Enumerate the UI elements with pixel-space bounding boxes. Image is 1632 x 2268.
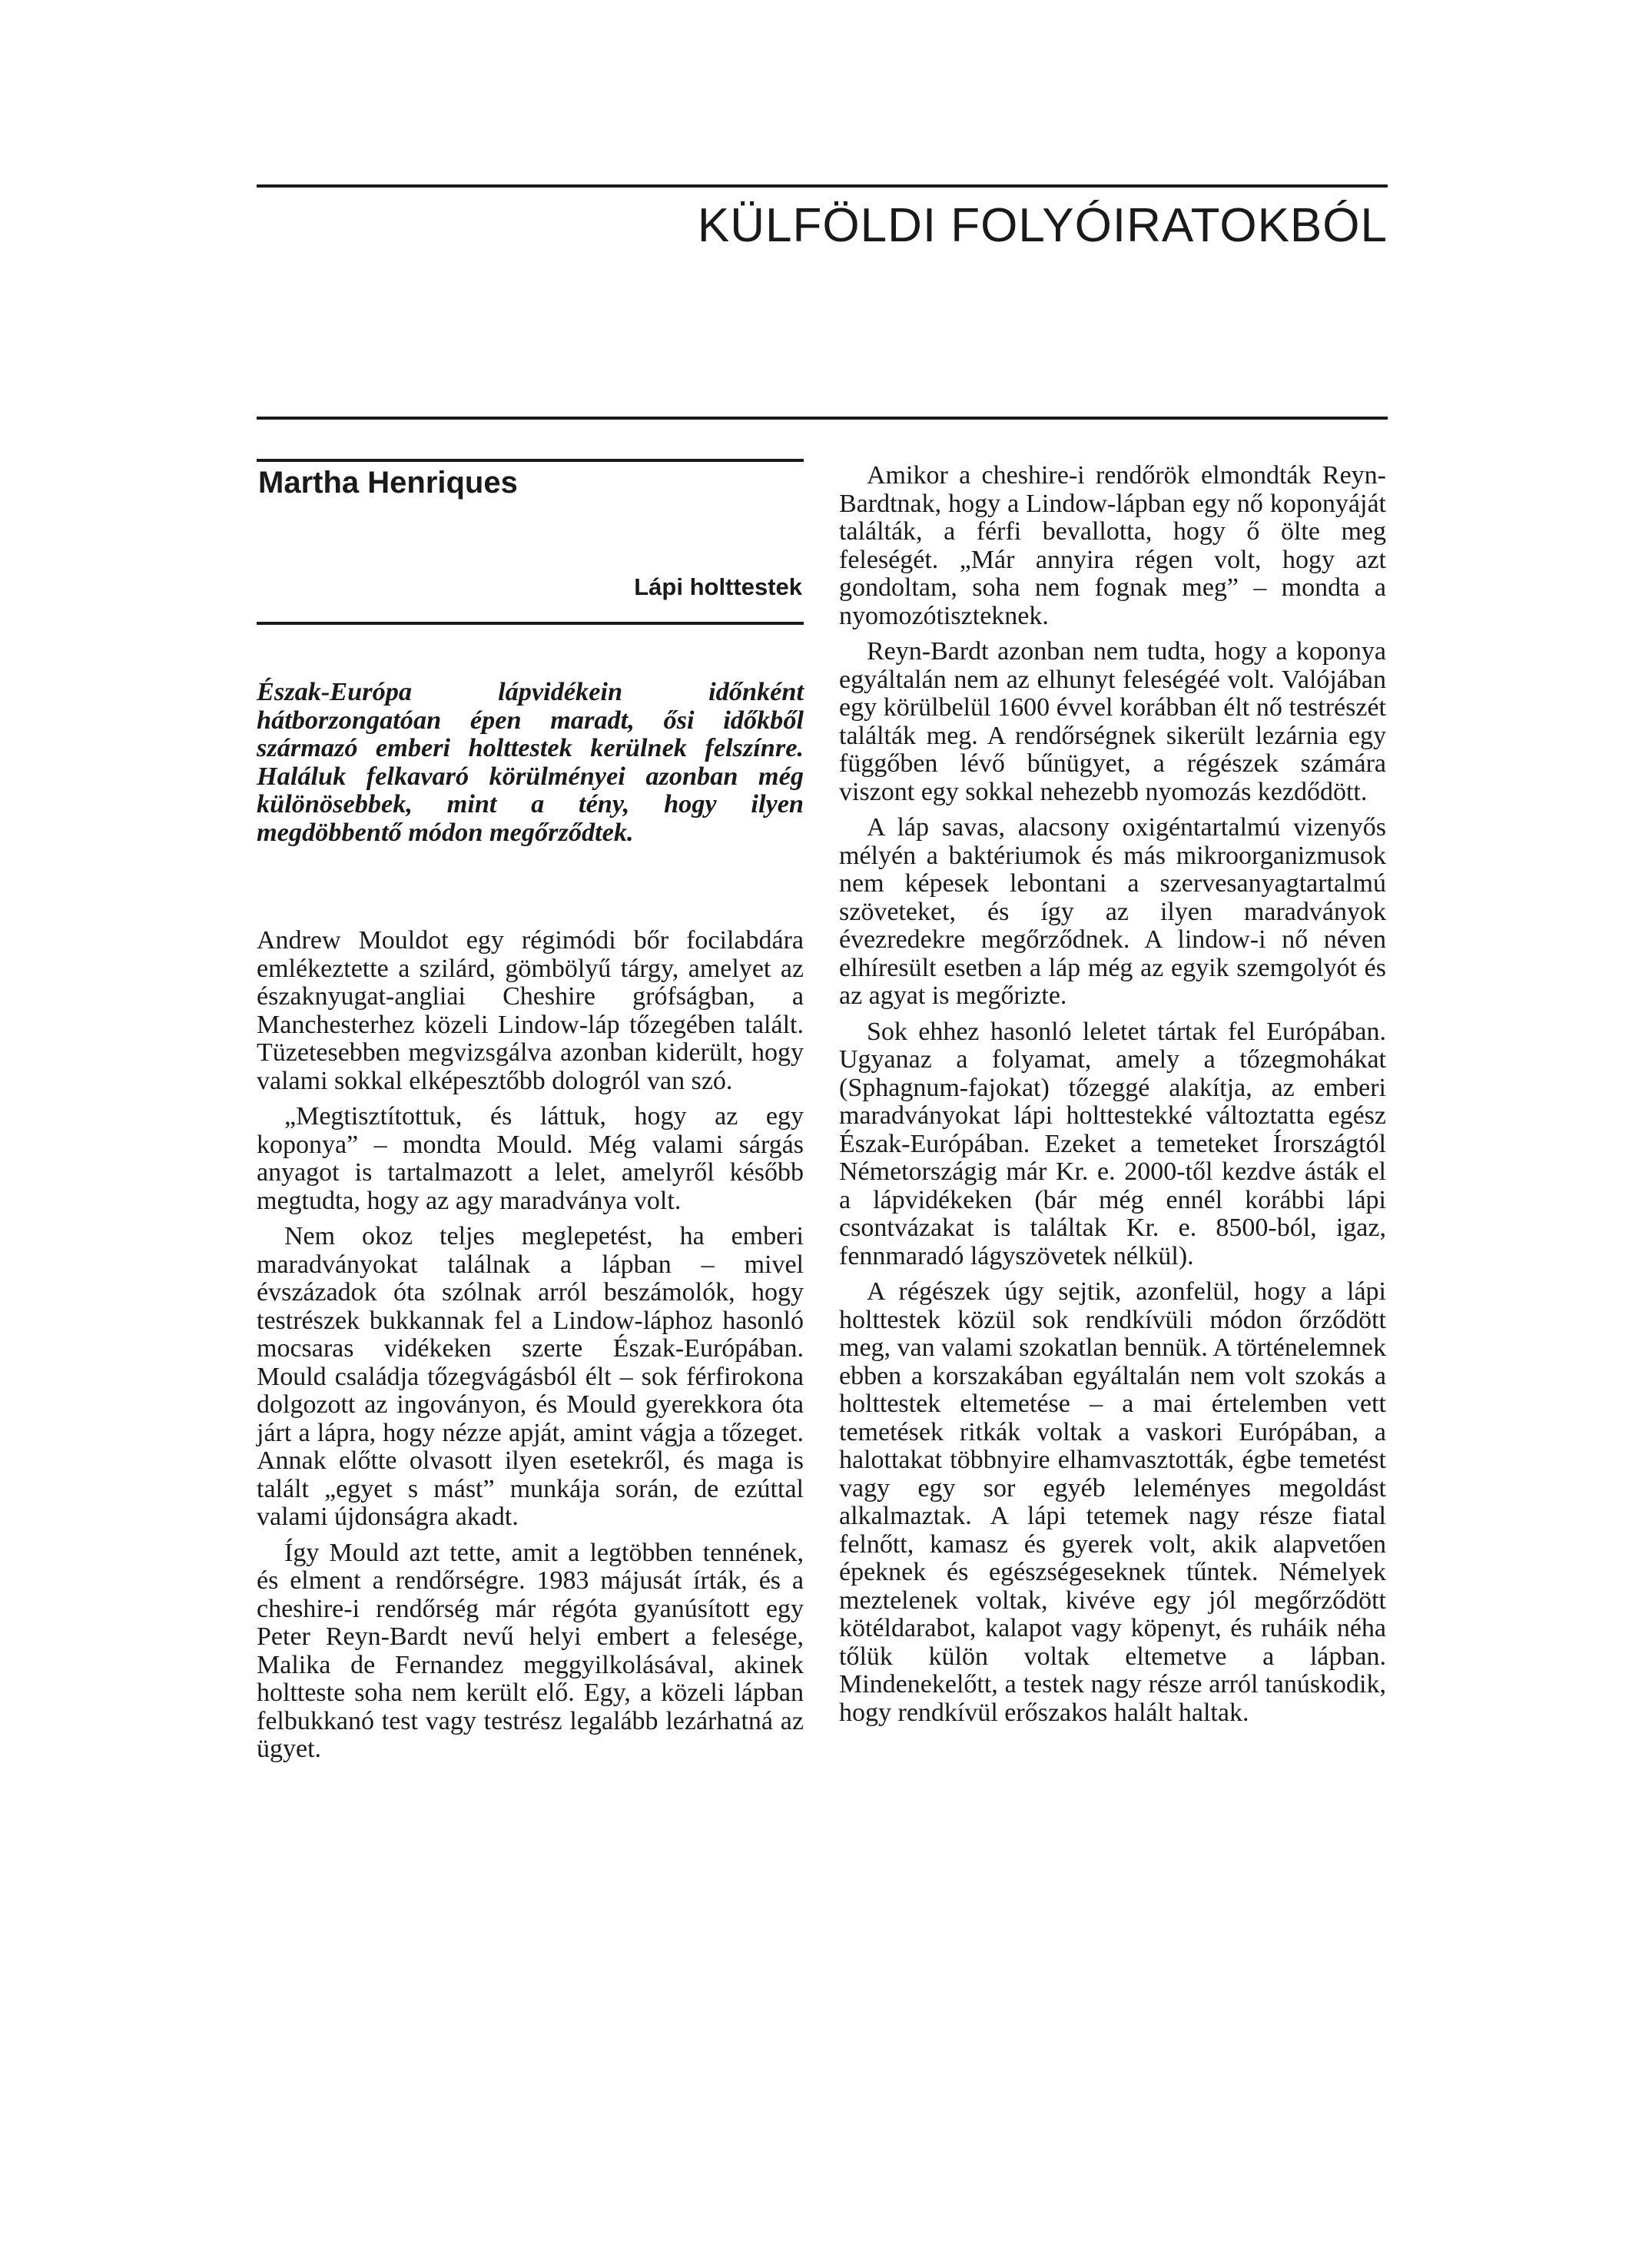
header-top-rule	[257, 184, 1388, 188]
article-title: Lápi holttestek	[634, 573, 802, 600]
article-author: Martha Henriques	[258, 466, 518, 500]
paragraph: A régészek úgy sejtik, azonfelül, hogy a lápi holttestek közül sok rendkívüli módon őrződött meg, van valami szokatlan bennük. A történelemnek ebben a korszakában egyáltalán nem volt szokás a holttestek eltemetése – a mai értelemben vett temetések ritkák voltak a vaskori Európában, a halottakat többnyire elhamvasztották, égbe temetést vagy egy sor egyéb leleményes megoldást alkalmaztak. A lápi tetemek nagy része fiatal felnőtt, kamasz és gyerek volt, akik alapvetően épeknek és egészségeseknek tűntek. Némelyek meztelenek voltak, kivéve egy jól megőrződött kötéldarabot, kalapot vagy köpenyt, és ruháik néha tőlük külön voltak eltemetve a lápban. Mindenekelőtt, a testek nagy része arról tanúskodik, hogy rendkívül erőszakos halált haltak.	[839, 1277, 1386, 1727]
paragraph: Nem okoz teljes meglepetést, ha emberi maradványokat találnak a lápban – mivel évszázadok óta szólnak arról beszámolók, hogy testrészek bukkannak fel a Lindow-láphoz hasonló mocsaras vidékeken szerte Észak-Európában. Mould családja tőzegvágásból élt – sok férfirokona dolgozott az ingoványon, és Mould gyerekkora óta járt a lápra, hogy nézze apját, amint vágja a tőzeget. Annak előtte olvasott ilyen esetekről, és maga is talált „egyet s mást” munkája során, de ezúttal valami újdonságra akadt.	[257, 1222, 804, 1531]
author-rule	[257, 459, 804, 462]
right-column	[839, 462, 1386, 1735]
article-lead: Észak-Európa lápvidékein időnként hátborzongatóan épen maradt, ősi időkből származó emberi holttestek kerülnek felszínre. Haláluk felkavaró körülményei azonban még különösebbek, mint a tény, hogy ilyen megdöbbentő módon megőrződtek.	[257, 677, 804, 847]
paragraph: Andrew Mouldot egy régimódi bőr focilabdára emlékeztette a szilárd, gömbölyű tárgy, amelyet az északnyugat-angliai Cheshire grófságban, a Manchesterhez közeli Lindow-láp tőzegében talált. Tüzetesebben megvizsgálva azonban kiderült, hogy valami sokkal elképesztőbb dologról van szó.	[257, 926, 804, 1095]
paragraph: Sok ehhez hasonló leletet tártak fel Európában. Ugyanaz a folyamat, amely a tőzegmohákat (Sphagnum-fajokat) tőzeggé alakítja, az emberi maradványokat lápi holttestekké változtatta egész Észak-Európában. Ezeket a temeteket Írországtól Németországig már Kr. e. 2000-től kezdve ásták el a lápvidékeken (bár még ennél korábbi lápi csontvázakat is találtak Kr. e. 8500-ból, igaz, fennmaradó lágyszövetek nélkül).	[839, 1017, 1386, 1270]
title-rule	[257, 622, 804, 625]
paragraph: Amikor a cheshire-i rendőrök elmondták Reyn-Bardtnak, hogy a Lindow-lápban egy nő koponyáját találták, a férfi bevallotta, hogy ő ölte meg feleségét. „Már annyira régen volt, hogy azt gondoltam, soha nem fognak meg” – mondta a nyomozótiszteknek.	[839, 461, 1386, 630]
left-column	[257, 927, 804, 1772]
paragraph: Így Mould azt tette, amit a legtöbben tennének, és elment a rendőrségre. 1983 májusát írták, és a cheshire-i rendőrség már régóta gyanúsított egy Peter Reyn-Bardt nevű helyi embert a felesége, Malika de Fernandez meggyilkolásával, akinek holtteste soha nem került elő. Egy, a közeli lápban felbukkanó test vagy testrész legalább lezárhatná az ügyet.	[257, 1538, 804, 1763]
paragraph: Reyn-Bardt azonban nem tudta, hogy a koponya egyáltalán nem az elhunyt feleségéé volt. Valójában egy körülbelül 1600 évvel korábban élt nő testrészét találták meg. A rendőrségnek sikerült lezárnia egy függőben lévő bűnügyet, a régészek számára viszont egy sokkal nehezebb nyomozás kezdődött.	[839, 637, 1386, 806]
section-title: KÜLFÖLDI FOLYÓIRATOKBÓL	[697, 199, 1388, 252]
paragraph: „Megtisztítottuk, és láttuk, hogy az egy koponya” – mondta Mould. Még valami sárgás anyagot is tartalmazott a lelet, amelyről később megtudta, hogy az agy maradványa volt.	[257, 1102, 804, 1215]
article-top-rule	[257, 417, 1388, 420]
paragraph: A láp savas, alacsony oxigéntartalmú vizenyős mélyén a baktériumok és más mikroorganizmusok nem képesek lebontani a szervesanyagtartalmú szöveteket, és így az ilyen maradványok évezredekre megőrződnek. A lindow-i nő néven elhíresült esetben a láp még az egyik szemgolyót és az agyat is megőrizte.	[839, 813, 1386, 1010]
